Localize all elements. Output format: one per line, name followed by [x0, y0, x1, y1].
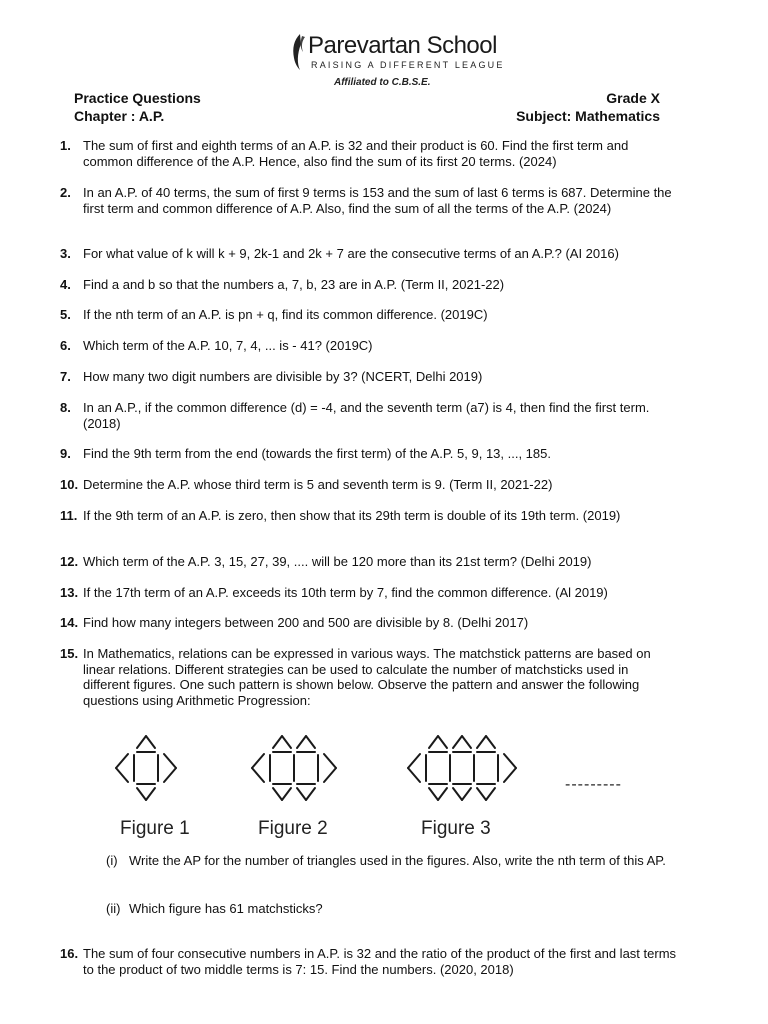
- question-10: [60, 477, 678, 493]
- figure-1-left-triangle-upper: [116, 754, 128, 768]
- question-text: The sum of first and eighth terms of an A.P. is 32 and their product is 60. Find the first term and common difference of the A.P. Hence, also find the sum of its first 20 terms. (2024): [83, 138, 629, 169]
- question-text: For what value of k will k + 9, 2k-1 and 2k + 7 are the consecutive terms of an A.P.? (AI 2016): [83, 246, 619, 261]
- figure-1-bottom-triangle-left: [137, 788, 146, 800]
- subquestion-i: [106, 853, 678, 869]
- question-text: How many two digit numbers are divisible by 3? (NCERT, Delhi 2019): [83, 369, 483, 384]
- figure-2-right-triangle-lower: [324, 768, 336, 782]
- question-number: 12.: [60, 554, 79, 569]
- figure-3-left-triangle-upper: [408, 754, 420, 768]
- question-text: Find how many integers between 200 and 500 are divisible by 8. (Delhi 2017): [83, 615, 529, 630]
- figure-1-right-triangle-upper: [164, 754, 176, 768]
- practice-questions-title: Practice Questions: [74, 90, 201, 106]
- question-number: 14.: [60, 615, 79, 630]
- figure-1-label: Figure 1: [120, 818, 190, 839]
- figure-2-label: Figure 2: [258, 818, 328, 839]
- question-text: If the 17th term of an A.P. exceeds its 10th term by 7, find the common difference. (Al 2019): [83, 585, 608, 600]
- figure-3-top-triangle-right: [486, 736, 495, 748]
- question-text: In an A.P. of 40 terms, the sum of first 9 terms is 153 and the sum of last 6 terms is 687. Determine the first term and common difference of A.P. Also, find the sum of all the terms of the A.P. (2024): [83, 185, 672, 216]
- subquestion-text: Write the AP for the number of triangles used in the figures. Also, write the nth term of this AP.: [129, 853, 666, 868]
- figure-1-top-triangle-right: [146, 736, 155, 748]
- school-tagline: RAISING A DIFFERENT LEAGUE: [311, 60, 505, 70]
- question-16: [60, 946, 678, 977]
- figure-1-left-triangle-lower: [116, 768, 128, 782]
- figure-2-bottom-triangle-right: [306, 788, 315, 800]
- question-4: [60, 277, 678, 293]
- question-text: The sum of four consecutive numbers in A.P. is 32 and the ratio of the product of the first and last terms to the product of two middle terms is 7: 15. Find the numbers. (2020, 2018): [83, 946, 677, 977]
- figure-3-bottom-triangle-right: [486, 788, 495, 800]
- question-12: [60, 554, 678, 570]
- question-2: [60, 185, 678, 216]
- question-number: 1.: [60, 138, 71, 153]
- question-11: [60, 508, 678, 524]
- question-number: 3.: [60, 246, 71, 261]
- question-15: [60, 646, 678, 708]
- question-5: [60, 307, 678, 323]
- question-text: Which term of the A.P. 10, 7, 4, ... is - 41? (2019C): [83, 338, 373, 353]
- question-text: If the nth term of an A.P. is pn + q, find its common difference. (2019C): [83, 307, 488, 322]
- question-14: [60, 615, 678, 631]
- subquestion-text: Which figure has 61 matchsticks?: [129, 901, 323, 916]
- figure-1-top-triangle-left: [137, 736, 146, 748]
- figure-3-bottom-triangle-left: [453, 788, 462, 800]
- question-text: In an A.P., if the common difference (d) = -4, and the seventh term (a7) is 4, then find the first term. (2018): [83, 400, 650, 431]
- figure-3-bottom-triangle-left: [477, 788, 486, 800]
- figure-3-right-triangle-lower: [504, 768, 516, 782]
- figure-3-bottom-triangle-right: [438, 788, 447, 800]
- figure-3-top-triangle-left: [477, 736, 486, 748]
- question-text: Which term of the A.P. 3, 15, 27, 39, .... will be 120 more than its 21st term? (Delhi 2019): [83, 554, 592, 569]
- figure-1-bottom-triangle-right: [146, 788, 155, 800]
- figure-3-label: Figure 3: [421, 818, 491, 839]
- question-number: 8.: [60, 400, 71, 415]
- figure-3-top-triangle-right: [438, 736, 447, 748]
- question-number: 15.: [60, 646, 79, 661]
- figure-3-bottom-triangle-right: [462, 788, 471, 800]
- figure-2-right-triangle-upper: [324, 754, 336, 768]
- question-text: If the 9th term of an A.P. is zero, then show that its 29th term is double of its 19th term. (2019): [83, 508, 621, 523]
- matchstick-drawing: [100, 730, 680, 820]
- matchstick-pattern-figure: [100, 730, 680, 845]
- figure-2-top-triangle-right: [306, 736, 315, 748]
- subject-label: Subject: Mathematics: [516, 108, 660, 124]
- question-3: [60, 246, 678, 262]
- figure-2-left-triangle-lower: [252, 768, 264, 782]
- figure-3-top-triangle-left: [429, 736, 438, 748]
- question-text: In Mathematics, relations can be expressed in various ways. The matchstick patterns are based on linear relations. Different strategies can be used to calculate the number of matchsticks used in different figures. One such pattern is shown below. Observe the pattern and answer the following questions using Arithmetic Progression:: [83, 646, 651, 708]
- header-right: [516, 89, 660, 125]
- question-number: 16.: [60, 946, 79, 961]
- question-6: [60, 338, 678, 354]
- question-text: Find a and b so that the numbers a, 7, b, 23 are in A.P. (Term II, 2021-22): [83, 277, 505, 292]
- figure-2-left-triangle-upper: [252, 754, 264, 768]
- chapter-title: Chapter : A.P.: [74, 108, 165, 124]
- question-text: Determine the A.P. whose third term is 5 and seventh term is 9. (Term II, 2021-22): [83, 477, 553, 492]
- figure-2-bottom-triangle-left: [273, 788, 282, 800]
- question-number: 9.: [60, 446, 71, 461]
- school-name: Parevartan School: [308, 32, 497, 59]
- school-emblem-icon: [288, 32, 308, 72]
- grade-label: Grade X: [606, 90, 660, 106]
- pattern-continuation: ---------: [565, 776, 622, 793]
- figure-3-left-triangle-lower: [408, 768, 420, 782]
- question-13: [60, 585, 678, 601]
- question-number: 5.: [60, 307, 71, 322]
- subquestion-ii: [106, 901, 678, 917]
- figure-2-top-triangle-right: [282, 736, 291, 748]
- question-text: Find the 9th term from the end (towards the first term) of the A.P. 5, 9, 13, ..., 185.: [83, 446, 551, 461]
- figure-2-bottom-triangle-left: [297, 788, 306, 800]
- figure-2-top-triangle-left: [273, 736, 282, 748]
- question-9: [60, 446, 678, 462]
- question-7: [60, 369, 678, 385]
- header-left: [74, 89, 201, 125]
- subquestion-number: (ii): [106, 901, 121, 916]
- affiliation-text: Affiliated to C.B.S.E.: [334, 77, 431, 88]
- figure-2-bottom-triangle-right: [282, 788, 291, 800]
- figure-3-bottom-triangle-left: [429, 788, 438, 800]
- figure-3-top-triangle-right: [462, 736, 471, 748]
- question-number: 13.: [60, 585, 79, 600]
- subquestion-number: (i): [106, 853, 118, 868]
- figure-3-right-triangle-upper: [504, 754, 516, 768]
- question-8: [60, 400, 678, 431]
- figure-1-right-triangle-lower: [164, 768, 176, 782]
- question-number: 2.: [60, 185, 71, 200]
- question-number: 4.: [60, 277, 71, 292]
- question-number: 11.: [60, 508, 78, 523]
- question-number: 7.: [60, 369, 71, 384]
- question-1: [60, 138, 678, 169]
- question-number: 10.: [60, 477, 79, 492]
- question-number: 6.: [60, 338, 71, 353]
- figure-3-top-triangle-left: [453, 736, 462, 748]
- figure-2-top-triangle-left: [297, 736, 306, 748]
